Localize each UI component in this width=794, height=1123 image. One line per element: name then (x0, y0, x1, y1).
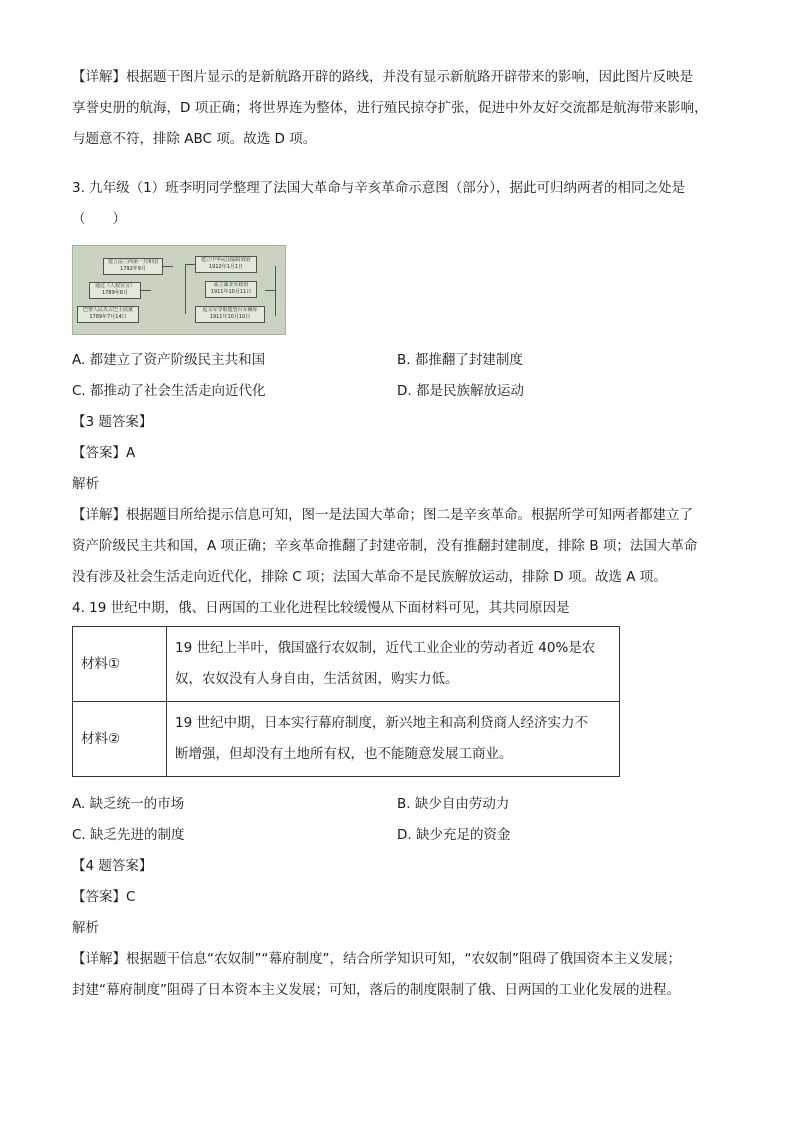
q2-detail-line: 享誉史册的航海，D 项正确；将世界连为整体，进行殖民掠夺扩张，促进中外友好交流都是航海带来影响， (72, 100, 708, 116)
diagram-connector (185, 264, 195, 265)
q3-analysis-label: 解析 (72, 476, 99, 492)
q4-option-a: A. 缺乏统一的市场 (72, 796, 185, 812)
q4-options (72, 789, 722, 851)
q2-detail-line: 与题意不符，排除 ABC 项。故选 D 项。 (72, 131, 317, 147)
q3-detail-line: 没有涉及社会生活走向近代化，排除 C 项；法国大革命不是民族解放运动，排除 D 项。故选 A 项。 (72, 569, 667, 585)
diagram-box-fr1: 建立法兰西第一共和国 1792年9月 (103, 258, 163, 275)
q3-option-b: B. 都推翻了封建制度 (397, 352, 523, 368)
q3-option-a: A. 都建立了资产阶级民主共和国 (72, 352, 266, 368)
q4-answer: 【答案】C (72, 889, 136, 905)
document-page (72, 62, 722, 1006)
q3-option-c: C. 都推动了社会生活走向近代化 (72, 383, 266, 399)
diagram-box-cn3: 起义军夺取楚望台军械库 1911年10月10日 (195, 306, 265, 323)
diagram-box-cn1: 建立中华民国临时政府 1912年1月1日 (195, 256, 257, 273)
q4-option-c: C. 缺乏先进的制度 (72, 827, 185, 843)
q3-stem-bracket: （ ） (72, 211, 126, 227)
diagram-box-fr2: 通过《人权宣言》 1789年8月 (89, 282, 141, 299)
material-label: 材料② (73, 702, 167, 777)
diagram-box-cn2: 成立湖北军政府 1911年10月11日 (205, 281, 257, 298)
q3-detail-line: 【详解】根据题目所给提示信息可知，图一是法国大革命；图二是辛亥革命。根据所学可知两者都建立了 (72, 507, 693, 523)
material-text: 19 世纪上半叶，俄国盛行农奴制，近代工业企业的劳动者近 40%是农 奴，农奴没有人身自由，生活贫困，购实力低。 (167, 627, 620, 702)
q4-analysis-label: 解析 (72, 920, 99, 936)
table-row (73, 702, 620, 777)
diagram-connector (275, 266, 276, 316)
diagram-box-fr3: 巴黎人民攻占巴士底狱 1789年7月14日 (77, 306, 139, 323)
q4-material-table (72, 626, 620, 777)
q4-stem: 4. 19 世纪中期，俄、日两国的工业化进程比较缓慢从下面材料可见，其共同原因是 (72, 600, 570, 616)
diagram-connector (185, 264, 186, 314)
q4-detail-line: 【详解】根据题干信息“农奴制”“幕府制度”，结合所学知识可知，“农奴制”阻碍了俄国资本主义发展； (72, 951, 681, 967)
diagram-connector (265, 290, 275, 291)
q3-answer: 【答案】A (72, 445, 136, 461)
table-row (73, 627, 620, 702)
q4-option-d: D. 缺少充足的资金 (397, 827, 511, 843)
q3-options (72, 345, 722, 407)
q4-answer-header: 【4 题答案】 (72, 858, 153, 874)
q4-detail-line: 封建“幕府制度”阻碍了日本资本主义发展；可知，落后的制度限制了俄、日两国的工业化发展的进程。 (72, 982, 680, 998)
q3-option-d: D. 都是民族解放运动 (397, 383, 524, 399)
q3-detail-line: 资产阶级民主共和国，A 项正确；辛亥革命推翻了封建帝制，没有推翻封建制度，排除 B 项；法国大革命 (72, 538, 698, 554)
q3-stem: 3. 九年级（1）班李明同学整理了法国大革命与辛亥革命示意图（部分），据此可归纳两者的相同之处是 (72, 180, 686, 196)
q4-option-b: B. 缺少自由劳动力 (397, 796, 510, 812)
material-text: 19 世纪中期，日本实行幕府制度，新兴地主和高利贷商人经济实力不 断增强，但却没有土地所有权，也不能随意发展工商业。 (167, 702, 620, 777)
q3-revolution-diagram (72, 245, 286, 335)
diagram-connector (141, 290, 151, 291)
q3-answer-header: 【3 题答案】 (72, 414, 153, 430)
q2-detail-line: 【详解】根据题干图片显示的是新航路开辟的路线，并没有显示新航路开辟带来的影响，因此图片反映是 (72, 69, 693, 85)
material-label: 材料① (73, 627, 167, 702)
diagram-connector (163, 266, 173, 267)
